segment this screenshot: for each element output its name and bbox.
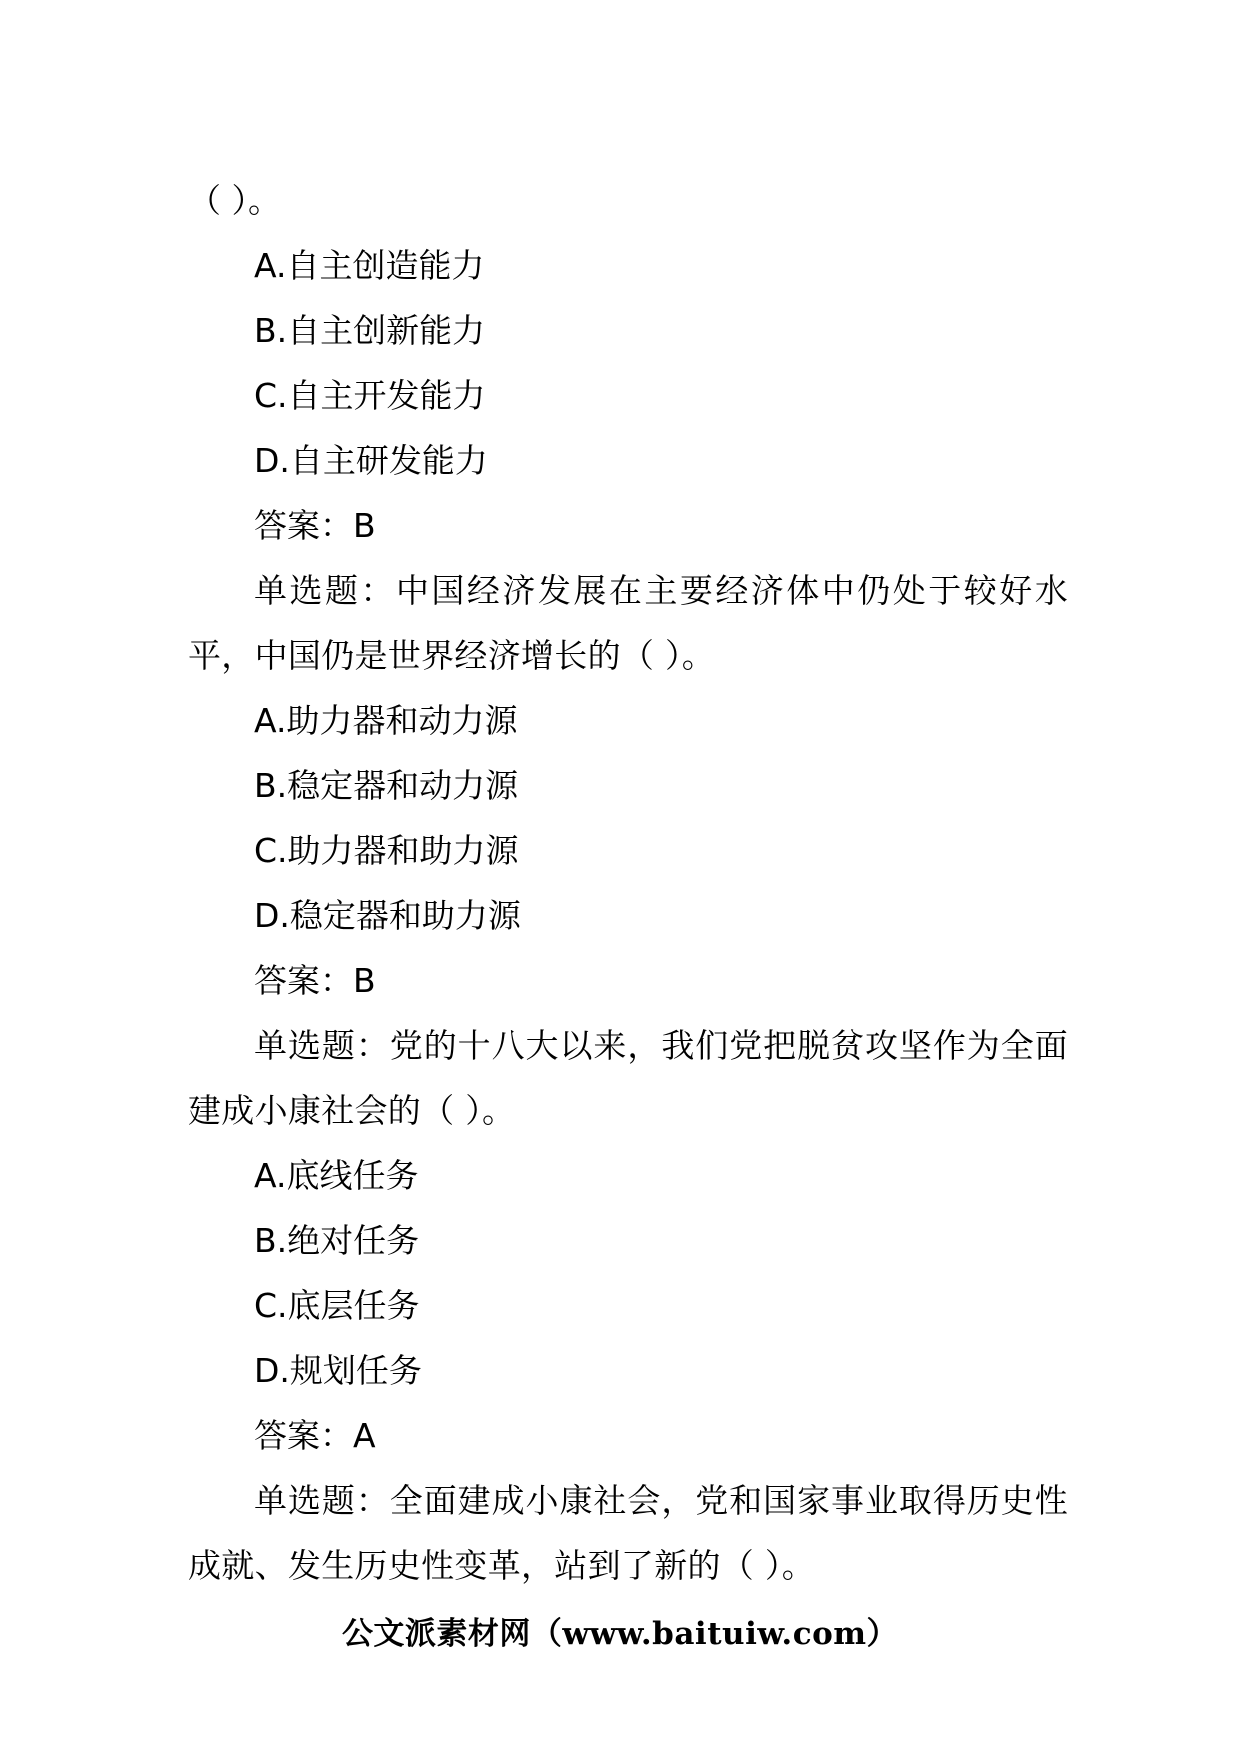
option-d: D.规划任务 [254, 1351, 422, 1390]
question-text: 单选题：全面建成小康社会，党和国家事业取得历史性成就、发生历史性变革，站到了新的（ ）。 [188, 1481, 1068, 1585]
option-b: B.稳定器和动力源 [254, 766, 519, 805]
option-a: A.助力器和动力源 [254, 701, 518, 740]
answer-line: 答案：A [254, 1416, 376, 1455]
document-body [188, 168, 1068, 1598]
option-a: A.自主创造能力 [254, 246, 485, 285]
option-c: C.自主开发能力 [254, 376, 486, 415]
option-a: A.底线任务 [254, 1156, 419, 1195]
question-text: 单选题：党的十八大以来，我们党把脱贫攻坚作为全面建成小康社会的（ ）。 [188, 1026, 1068, 1130]
question-stem-continuation: （ ）。 [188, 181, 281, 220]
answer-line: 答案：B [254, 506, 376, 545]
answer-line: 答案：B [254, 961, 376, 1000]
option-d: D.自主研发能力 [254, 441, 488, 480]
option-b: B.自主创新能力 [254, 311, 486, 350]
option-d: D.稳定器和助力源 [254, 896, 521, 935]
option-c: C.助力器和助力源 [254, 831, 519, 870]
option-b: B.绝对任务 [254, 1221, 420, 1260]
option-c: C.底层任务 [254, 1286, 420, 1325]
question-text: 单选题：中国经济发展在主要经济体中仍处于较好水平，中国仍是世界经济增长的（ ）。 [188, 571, 1068, 675]
page-footer: 公文派素材网（www.baituiw.com） [341, 1616, 899, 1652]
